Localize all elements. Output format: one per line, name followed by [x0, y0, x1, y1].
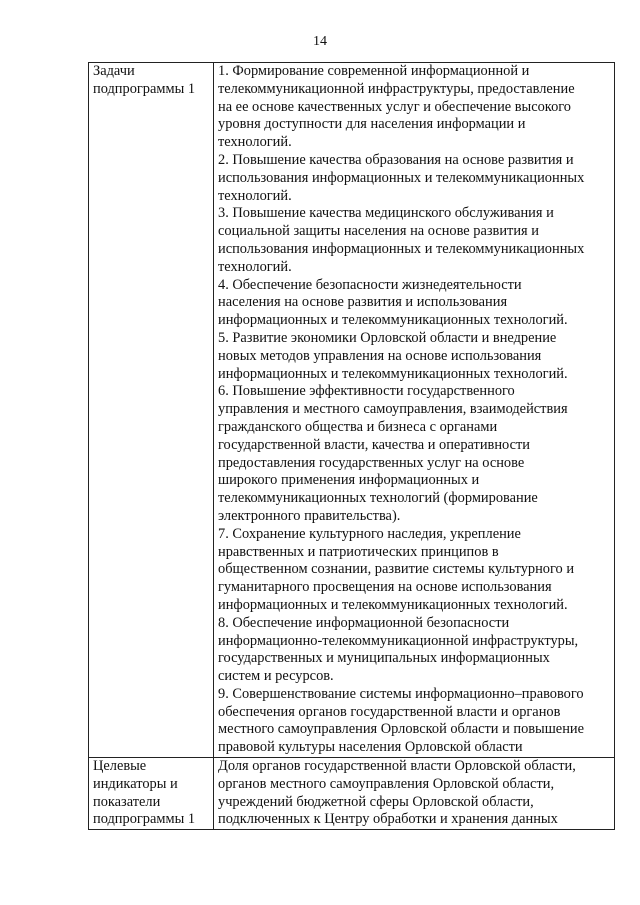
text-line: индикаторы и — [93, 775, 178, 792]
row-content-indicators — [214, 758, 615, 830]
text-line: подпрограммы 1 — [93, 811, 196, 828]
text-line: систем и ресурсов. — [218, 668, 334, 685]
program-table — [88, 62, 615, 830]
text-line: гуманитарного просвещения на основе использования — [218, 579, 552, 596]
text-line: 2. Повышение качества образования на основе развития и — [218, 151, 574, 168]
text-line: информационных и телекоммуникационных технологий. — [218, 365, 568, 382]
text-line: телекоммуникационной инфраструктуры, предоставление — [218, 80, 575, 97]
text-line: электронного правительства). — [218, 507, 401, 524]
text-line: нравственных и патриотических принципов в — [218, 543, 499, 560]
text-line: подключенных к Центру обработки и хранения данных — [218, 811, 558, 828]
text-line: Доля органов государственной власти Орловской области, — [218, 758, 576, 775]
text-line: телекоммуникационных технологий (формирование — [218, 490, 538, 507]
text-line: технологий. — [218, 258, 292, 275]
text-line: органов местного самоуправления Орловской области, — [218, 775, 555, 792]
text-line: уровня доступности для населения информации и — [218, 116, 526, 133]
table-row-indicators — [89, 758, 615, 830]
text-line: 4. Обеспечение безопасности жизнедеятельности — [218, 276, 522, 293]
text-line: учреждений бюджетной сферы Орловской области, — [218, 793, 534, 810]
text-line: новых методов управления на основе использования — [218, 347, 542, 364]
text-line: 9. Совершенствование системы информационно–правового — [218, 685, 584, 702]
text-line: 7. Сохранение культурного наследия, укрепление — [218, 525, 521, 542]
text-line: информационных и телекоммуникационных технологий. — [218, 312, 568, 329]
text-line: обеспечения органов государственной власти и органов — [218, 703, 561, 720]
text-line: общественном сознании, развитие системы культурного и — [218, 561, 575, 578]
text-line: технологий. — [218, 134, 292, 151]
text-line: Целевые — [93, 758, 147, 775]
text-line: местного самоуправления Орловской области и повышение — [218, 721, 584, 738]
row-label-tasks — [89, 63, 214, 758]
text-line: управления и местного самоуправления, взаимодействия — [218, 401, 568, 418]
row-content-tasks — [214, 63, 615, 758]
text-line: населения на основе развития и использования — [218, 294, 508, 311]
row-label-indicators — [89, 758, 214, 830]
text-line: информационных и телекоммуникационных технологий. — [218, 596, 568, 613]
table-row-tasks — [89, 63, 615, 758]
page-number: 14 — [313, 34, 327, 49]
text-line: показатели — [93, 793, 161, 810]
text-line: государственной власти, качества и оперативности — [218, 436, 530, 453]
text-line: гражданского общества и бизнеса с органами — [218, 418, 498, 435]
text-line: правовой культуры населения Орловской области — [218, 739, 523, 756]
text-line: 5. Развитие экономики Орловской области и внедрение — [218, 329, 557, 346]
text-line: 1. Формирование современной информационной и — [218, 63, 530, 79]
text-line: использования информационных и телекоммуникационных — [218, 169, 585, 186]
text-line: подпрограммы 1 — [93, 80, 196, 97]
text-line: широкого применения информационных и — [218, 472, 480, 489]
text-line: государственных и муниципальных информационных — [218, 650, 550, 667]
text-line: Задачи — [93, 63, 135, 79]
text-line: на ее основе качественных услуг и обеспечение высокого — [218, 98, 571, 115]
text-line: использования информационных и телекоммуникационных — [218, 240, 585, 257]
text-line: технологий. — [218, 187, 292, 204]
text-line: 6. Повышение эффективности государственного — [218, 383, 515, 400]
text-line: информационно-телекоммуникационной инфраструктуры, — [218, 632, 579, 649]
text-line: социальной защиты населения на основе развития и — [218, 223, 539, 240]
text-line: предоставления государственных услуг на основе — [218, 454, 525, 471]
text-line: 8. Обеспечение информационной безопасности — [218, 614, 510, 631]
text-line: 3. Повышение качества медицинского обслуживания и — [218, 205, 554, 222]
